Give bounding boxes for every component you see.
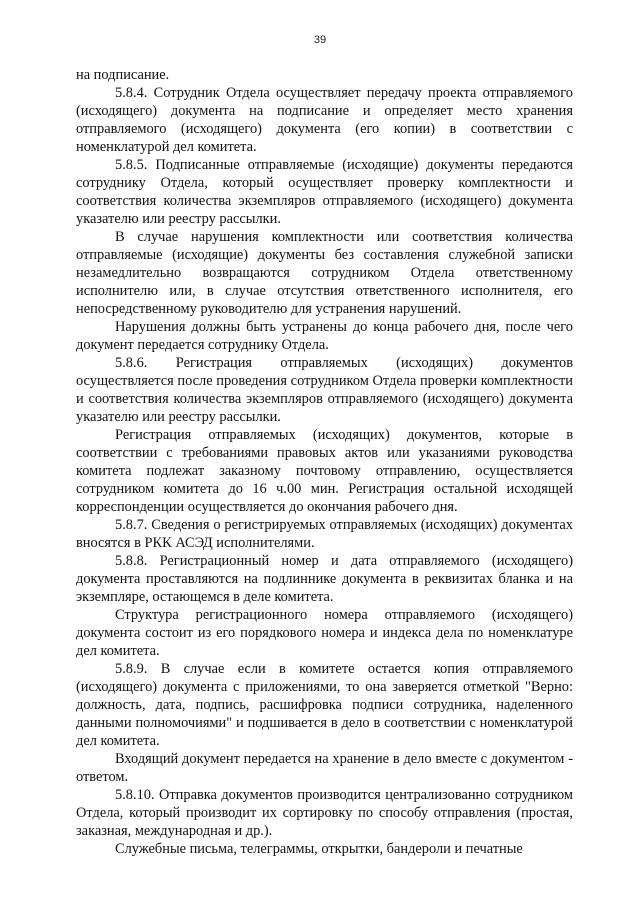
paragraph: Служебные письма, телеграммы, открытки, бандероли и печатные [115,841,523,857]
paragraph: 5.8.4. Сотрудник Отдела осуществляет передачу проекта отправляемого (исходящего) документа на подписание и определяет место хранения отправляемого (исходящего) документа (его копии) в соответствии с номенклатурой дел комитета. [76,85,573,155]
document-body [76,66,573,858]
paragraph: 5.8.5. Подписанные отправляемые (исходящие) документы передаются сотруднику Отдела, который осуществляет проверку комплектности и соответствия количества экземпляров отправляемого (исходящего) документа указателю или реестру рассылки. [76,157,573,227]
paragraph: 5.8.9. В случае если в комитете остается копия отправляемого (исходящего) документа с приложениями, то она заверяется отметкой "Верно: должность, дата, подпись, расшифровка подписи сотрудника, наделенного данными полномочиями" и подшивается в дело в соответствии с номенклатурой дел комитета. [76,661,573,749]
paragraph: 5.8.6. Регистрация отправляемых (исходящих) документов осуществляется после проведения сотрудником Отдела проверки комплектности и соответствия количества экземпляров отправляемого (исходящего) документа указателю или реестру рассылки. [76,355,573,425]
paragraph: 5.8.10. Отправка документов производится централизованно сотрудником Отдела, который производит их сортировку по способу отправления (простая, заказная, международная и др.). [76,787,573,839]
paragraph: на подписание. [76,67,170,83]
paragraph: 5.8.8. Регистрационный номер и дата отправляемого (исходящего) документа проставляются на подлиннике документа в реквизитах бланка и на экземпляре, остающемся в деле комитета. [76,553,573,605]
paragraph: Нарушения должны быть устранены до конца рабочего дня, после чего документ передается сотруднику Отдела. [76,319,573,353]
paragraph: В случае нарушения комплектности или соответствия количества отправляемые (исходящие) документы без составления служебной записки незамедлительно возвращаются сотрудником Отдела ответственному исполнителю или, в случае отсутствия ответственного исполнителя, его непосредственному руководителю для устранения нарушений. [76,229,573,317]
page-number: 39 [313,34,327,46]
paragraph: Входящий документ передается на хранение в дело вместе с документом - ответом. [76,751,573,785]
paragraph: 5.8.7. Сведения о регистрируемых отправляемых (исходящих) документах вносятся в РКК АСЭД исполнителями. [76,517,573,551]
paragraph: Структура регистрационного номера отправляемого (исходящего) документа состоит из его порядкового номера и индекса дела по номенклатуре дел комитета. [76,607,573,659]
paragraph: Регистрация отправляемых (исходящих) документов, которые в соответствии с требованиями правовых актов или указаниями руководства комитета подлежат заказному почтовому отправлению, осуществляется сотрудником комитета до 16 ч.00 мин. Регистрация остальной исходящей корреспонденции осуществляется до окончания рабочего дня. [76,427,573,515]
